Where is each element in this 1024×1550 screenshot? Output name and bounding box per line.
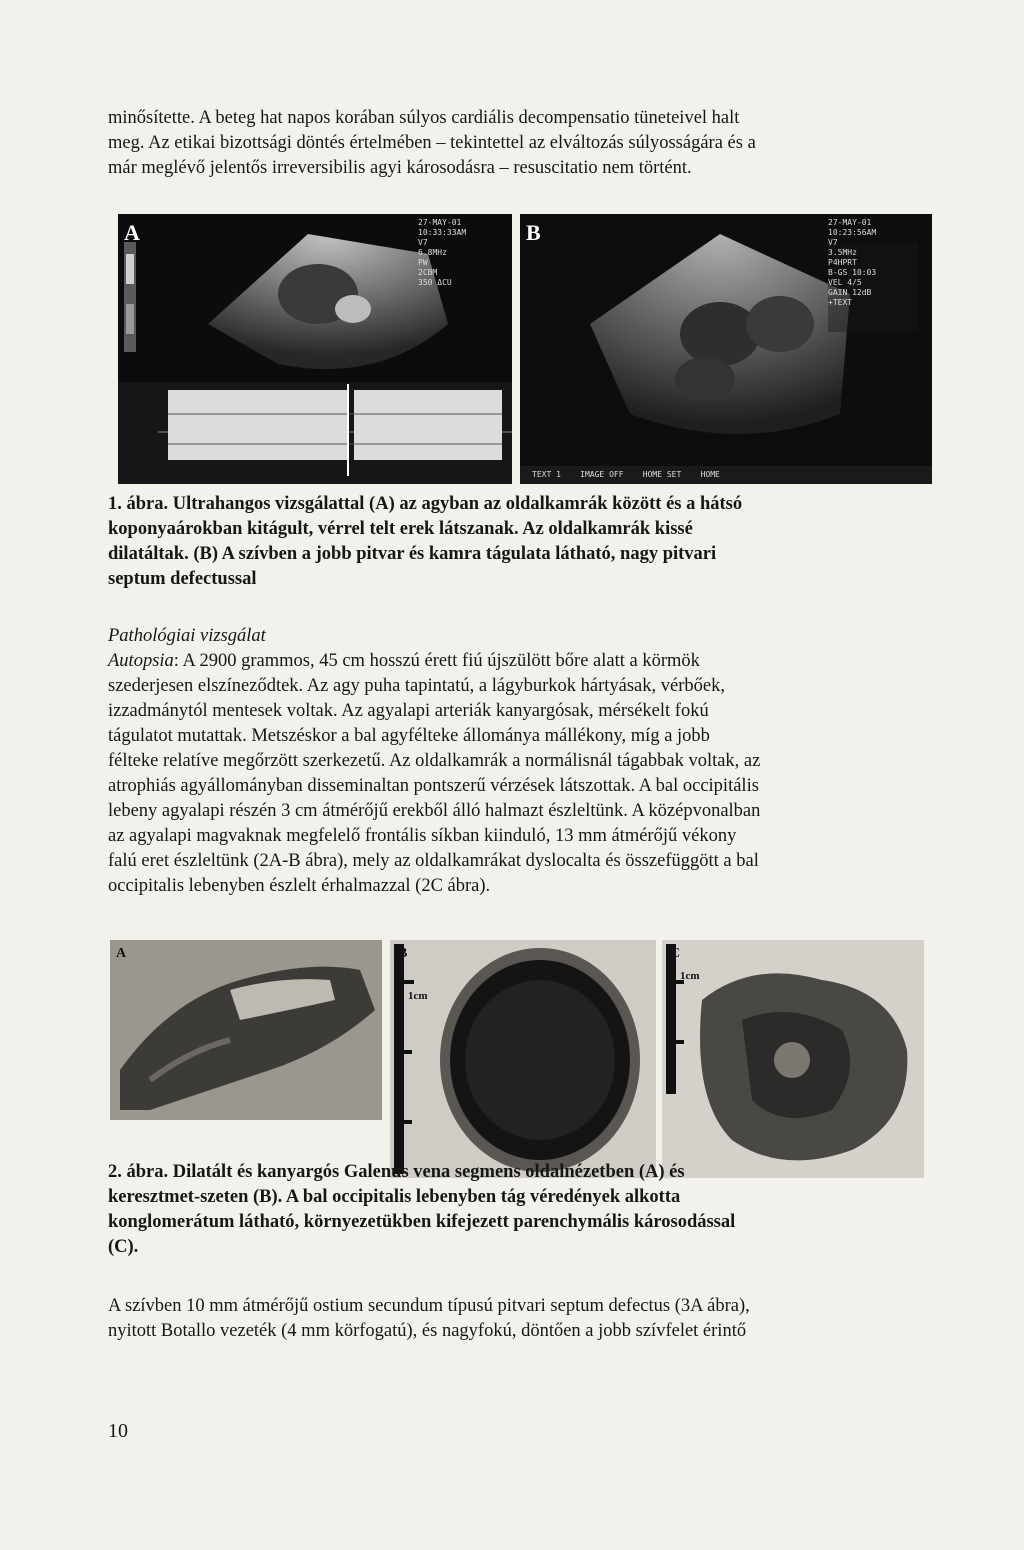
ultrasound-overlay-text: 27-MAY-01 10:23:56AM V7 3.5MHz P4HPRT B-GS 10:03 VEL 4/5 GAIN 12dB +TEXT [828,218,877,307]
pathology-line: izzadmánytól mentesek voltak. Az agyalapi arteriák kanyargósak, mérsékelt fokú [108,701,709,721]
caption-line: 1. ábra. Ultrahangos vizsgálattal (A) az agyban az oldalkamrák között és a hátsó [108,494,743,514]
pathology-line: lebeny agyalapi részén 3 cm átmérőjű erekből álló halmazt észleltünk. A középvonalban [108,801,761,821]
pathology-line: : A 2900 grammos, 45 cm hosszú érett fiú újszülött bőre alatt a körmök [173,651,700,671]
closing-line: A szívben 10 mm átmérőjű ostium secundum típusú pitvari septum defectus (3A ábra), [108,1296,750,1316]
intro-paragraph [108,106,928,181]
figure1-caption [108,492,928,592]
pathology-line: tágulatot mutattak. Metszéskor a bal agyfélteke állománya mállékony, míg a jobb [108,726,710,746]
autopsy-label: Autopsia [108,651,174,671]
caption-line: dilatáltak. (B) A szívben a jobb pitvar és kamra tágulata látható, nagy pitvari [108,544,717,564]
pathology-line: az agyalapi magvaknak megfelelő frontális síkban kiinduló, 13 mm átmérőjű vékony [108,826,737,846]
caption-line: keresztmet-szeten (B). A bal occipitalis lebenyben tág véredények alkotta [108,1187,681,1207]
intro-line: meg. Az etikai bizottsági döntés értelmében – tekintettel az elváltozás súlyosságára és a [108,133,756,153]
specimen-vein-side-image [110,940,382,1120]
closing-line: nyitott Botallo vezeték (4 mm körfogatú), és nagyfokú, döntően a jobb szívfelet érintő [108,1321,747,1341]
figure1-panel-a [118,214,512,484]
caption-line: koponyaárokban kitágult, vérrel telt erek látszanak. Az oldalkamrák kissé [108,519,693,539]
page-number: 10 [108,1420,128,1442]
ultrasound-overlay-text: 27-MAY-01 10:33:33AM V7 6.8MHz PW 2CBM 350 ΔCU [418,218,467,287]
figure2-panel-b [390,940,656,1178]
specimen-vein-cross-section-image [390,940,656,1178]
figure2-panel-a [110,940,382,1120]
ultrasound-menu-bar: TEXT 1 IMAGE OFF HOME SET HOME [532,470,720,479]
pathology-section [108,624,928,899]
scale-bar-label: 1cm [408,990,428,1002]
pathology-heading: Pathológiai vizsgálat [108,626,266,646]
figure2-panel-b-label: B [398,946,408,961]
caption-line: (C). [108,1237,139,1257]
pathology-line: szederjesen elszíneződtek. Az agy puha tapintatú, a lágyburkok hártyásak, vérbőek, [108,676,725,696]
figure2-panel-c-label: C [670,946,681,961]
pathology-line: félteke relatíve megőrzött szerkezetű. Az oldalkamrák a normálisnál tágabbak voltak, az [108,751,761,771]
closing-paragraph [108,1294,928,1344]
figure2-panel-c [662,940,924,1178]
figure1-panel-a-label: A [124,220,140,245]
caption-line: septum defectussal [108,569,257,589]
figure1-panel-b-label: B [526,220,541,245]
pathology-line: falú eret észleltünk (2A-B ábra), mely az oldalkamrákat dyslocalta és összefüggött a bal [108,851,759,871]
caption-line: 2. ábra. Dilatált és kanyargós Galenus vena segmens oldalnézetben (A) és [108,1162,685,1182]
intro-line: minősítette. A beteg hat napos korában súlyos cardiális decompensatio tüneteivel halt [108,108,740,128]
figure2-panel-a-label: A [116,946,127,961]
pathology-line: occipitalis lebenyben észlelt érhalmazzal (2C ábra). [108,876,491,896]
specimen-occipital-lobe-image [662,940,924,1178]
figure1-panel-b [520,214,932,484]
figure2-caption [108,1160,928,1260]
caption-line: konglomerátum látható, környezetükben kifejezett parenchymális károsodással [108,1212,736,1232]
pathology-line: atrophiás agyállományban disseminaltan pontszerű vérzések látszottak. A bal occipitális [108,776,759,796]
intro-line: már meglévő jelentős irreversibilis agyi károsodásra – resuscitatio nem történt. [108,158,692,178]
scale-bar-label: 1cm [680,970,700,982]
